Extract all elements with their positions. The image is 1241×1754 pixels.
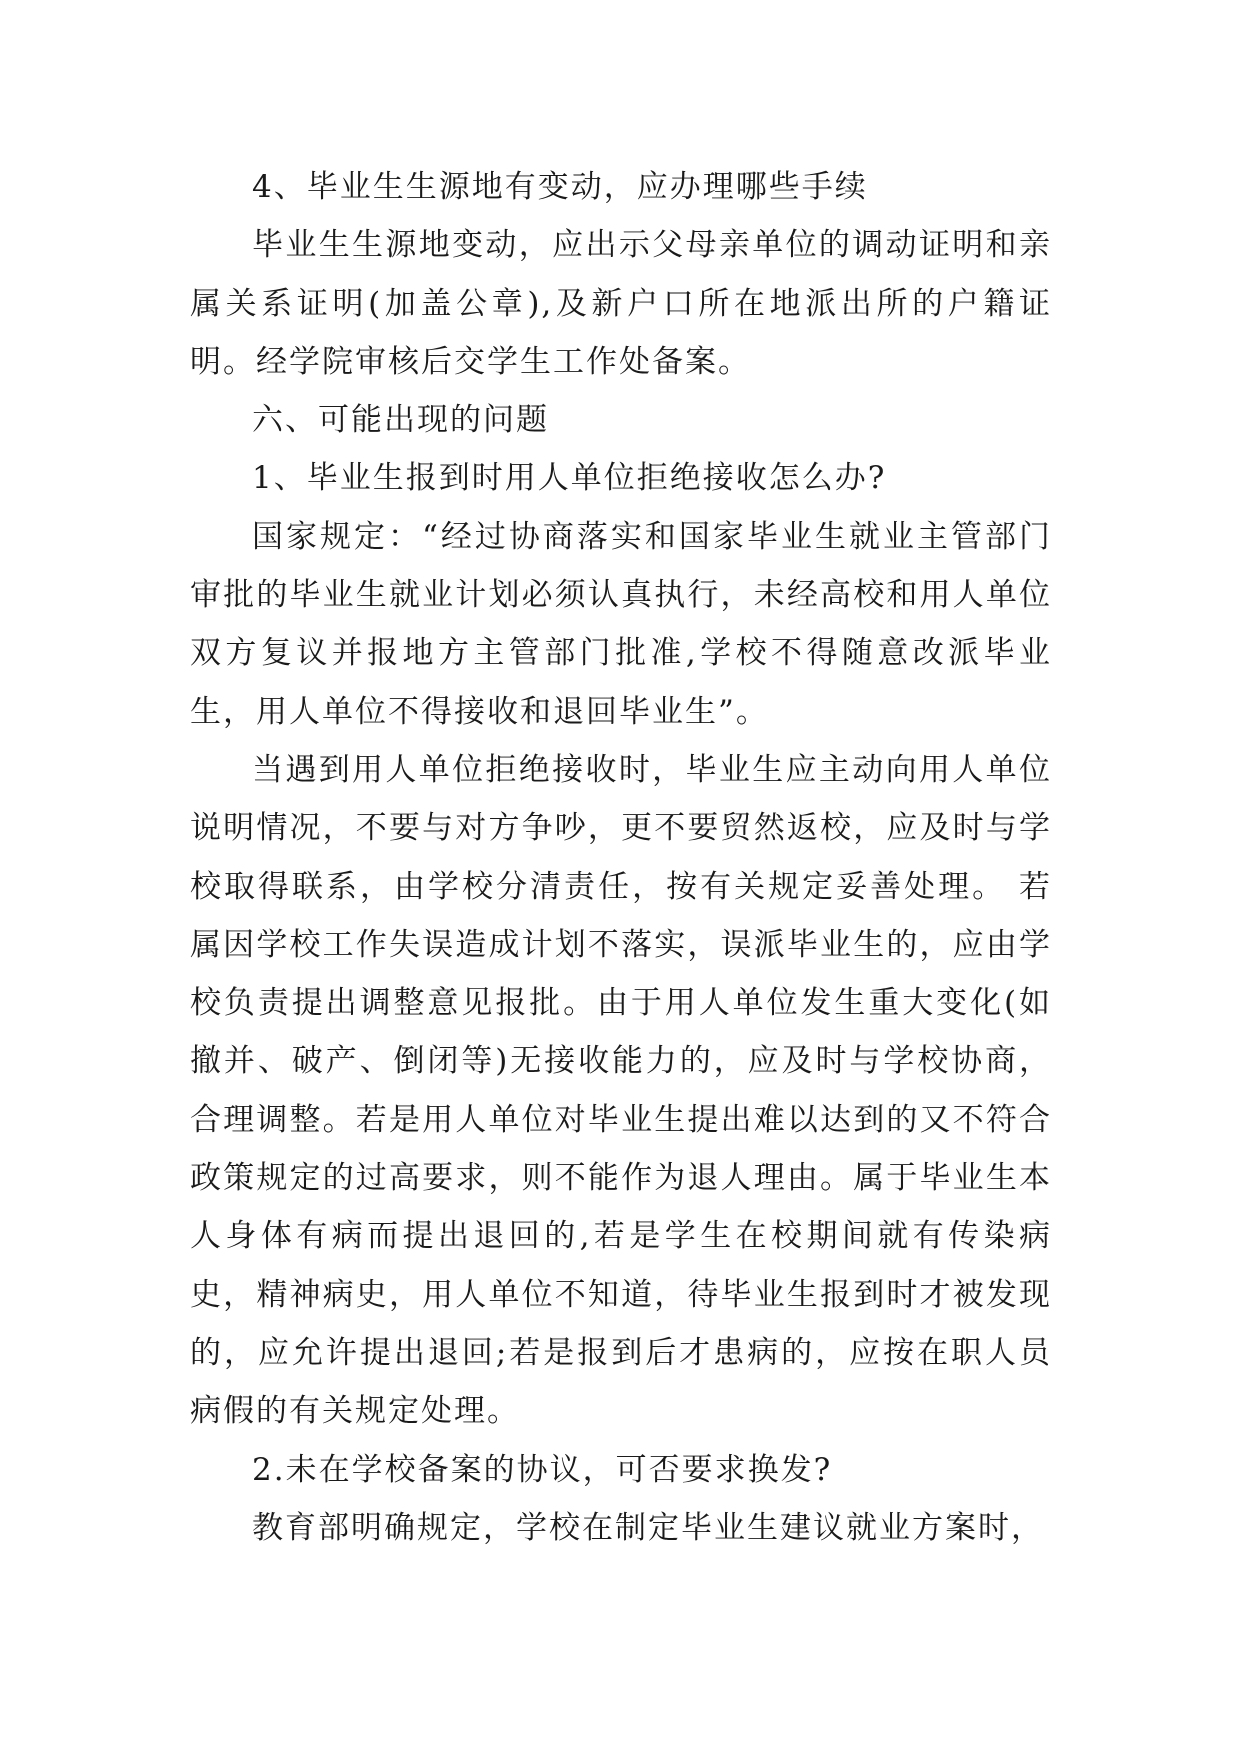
paragraph-national-regulation: 国家规定：“经过协商落实和国家毕业生就业主管部门审批的毕业生就业计划必须认真执行，未经高校和用人单位双方复议并报地方主管部门批准,学校不得随意改派毕业生，用人单位不得接收和退回毕业生”。 (190, 518, 1052, 730)
paragraph-handling-refusal: 当遇到用人单位拒绝接收时，毕业生应主动向用人单位说明情况，不要与对方争吵，更不要贸然返校，应及时与学校取得联系，由学校分清责任，按有关规定妥善处理。 若属因学校工作失误造成计划不落实，误派毕业生的，应由学校负责提出调整意见报批。由于用人单位发生重大变化(如撤并、破产、倒闭等)无接收能力的，应及时与学校协商，合理调整。若是用人单位对毕业生提出难以达到的又不符合政策规定的过高要求，则不能作为退人理由。属于毕业生本人身体有病而提出退回的,若是学生在校期间就有传染病史，精神病史，用人单位不知道，待毕业生报到时才被发现的，应允许提出退回;若是报到后才患病的，应按在职人员病假的有关规定处理。 (190, 751, 1052, 1430)
document-body (190, 158, 1052, 1557)
section-heading-possible-problems: 六、可能出现的问题 (252, 402, 549, 439)
question-heading-agreement-reissue: 2.未在学校备案的协议，可否要求换发? (252, 1451, 833, 1488)
paragraph-ministry-regulation: 教育部明确规定，学校在制定毕业生建议就业方案时， (252, 1509, 1044, 1546)
paragraph-origin-change: 毕业生生源地变动，应出示父母亲单位的调动证明和亲属关系证明(加盖公章),及新户口所在地派出所的户籍证明。经学院审核后交学生工作处备案。 (190, 227, 1052, 380)
question-heading-refusal: 1、毕业生报到时用人单位拒绝接收怎么办? (252, 460, 887, 497)
section-heading-origin-change: 4、毕业生生源地有变动，应办理哪些手续 (252, 169, 868, 205)
